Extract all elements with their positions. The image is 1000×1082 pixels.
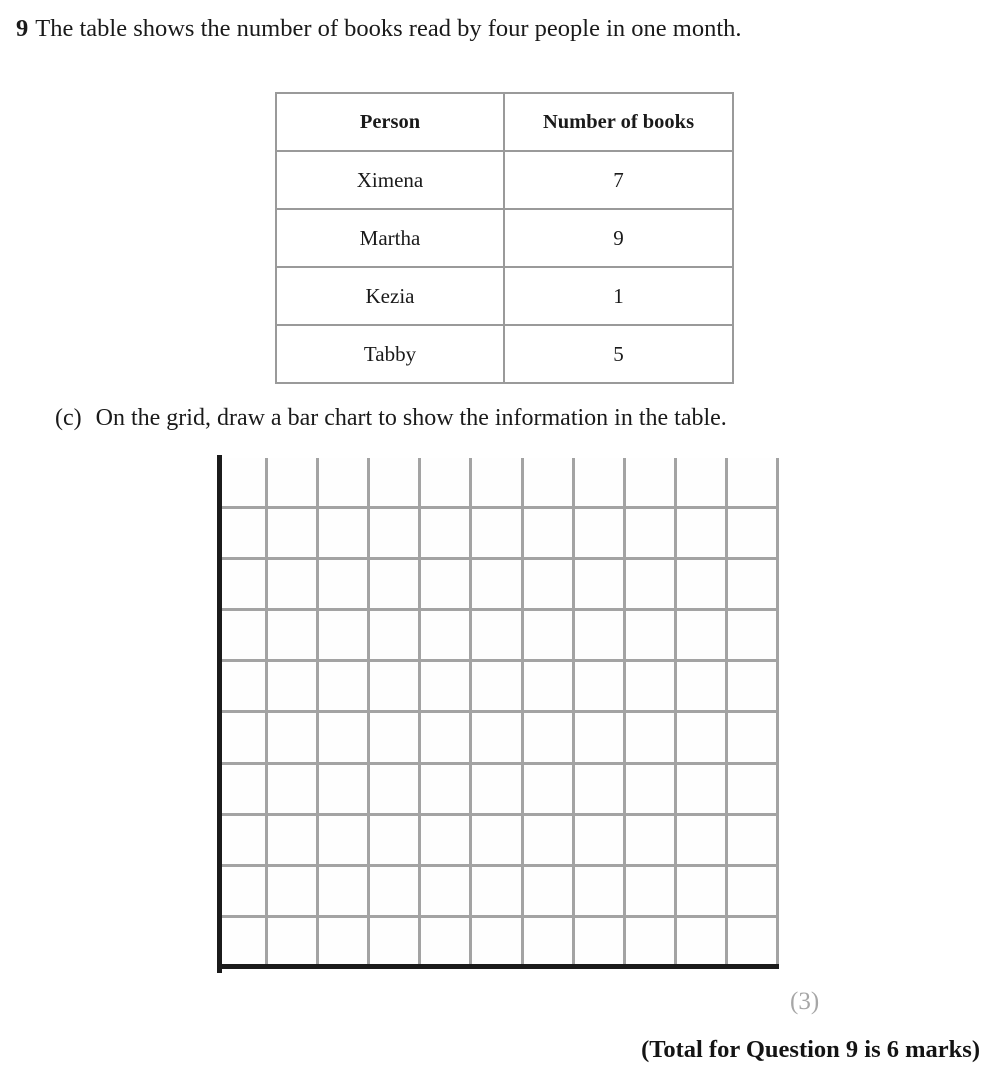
grid-cell (524, 458, 575, 509)
grid-cell (472, 611, 523, 662)
grid-cell (472, 918, 523, 969)
grid-cell (524, 816, 575, 867)
grid-cell (575, 611, 626, 662)
grid-cell (677, 816, 728, 867)
grid-cell (575, 867, 626, 918)
grid-cell (728, 918, 779, 969)
grid-cell (421, 611, 472, 662)
grid-cell (370, 662, 421, 713)
table-row (276, 325, 733, 383)
grid-cell (370, 765, 421, 816)
grid-cell (472, 867, 523, 918)
grid-cell (728, 867, 779, 918)
table-row (276, 267, 733, 325)
grid-cell (319, 713, 370, 764)
grid-cell (524, 560, 575, 611)
grid-cell (421, 713, 472, 764)
grid-cell (626, 458, 677, 509)
grid-cell (370, 867, 421, 918)
grid-cell (217, 611, 268, 662)
grid-cell (728, 713, 779, 764)
grid-cell (370, 611, 421, 662)
grid-cell (319, 662, 370, 713)
grid-cell (217, 918, 268, 969)
grid-cell (268, 560, 319, 611)
grid-cell (319, 816, 370, 867)
grid-cell (575, 713, 626, 764)
grid-cell (626, 765, 677, 816)
books-data-table (275, 92, 734, 384)
grid-cell (472, 458, 523, 509)
grid-cell (319, 918, 370, 969)
grid-cell (217, 713, 268, 764)
grid-cell (626, 816, 677, 867)
grid-cell (575, 560, 626, 611)
grid-cell (626, 509, 677, 560)
grid-cell (626, 560, 677, 611)
grid-cell (319, 611, 370, 662)
grid-cell (575, 918, 626, 969)
table-row (276, 151, 733, 209)
grid-cell (370, 509, 421, 560)
grid-cells (217, 458, 779, 969)
grid-cell (421, 662, 472, 713)
cell-person-name: Ximena (276, 151, 504, 209)
question-stem-text: The table shows the number of books read by four people in one month. (35, 15, 742, 42)
grid-cell (370, 816, 421, 867)
grid-cell (472, 662, 523, 713)
bar-chart-answer-grid[interactable] (217, 458, 779, 969)
grid-cell (217, 867, 268, 918)
grid-cell (319, 509, 370, 560)
grid-cell (626, 867, 677, 918)
grid-cell (524, 918, 575, 969)
grid-cell (728, 662, 779, 713)
part-c-instruction-line (55, 403, 995, 433)
grid-cell (524, 867, 575, 918)
grid-cell (268, 509, 319, 560)
grid-cell (728, 816, 779, 867)
grid-cell (524, 765, 575, 816)
grid-cell (217, 765, 268, 816)
cell-book-count: 7 (504, 151, 733, 209)
grid-cell (677, 611, 728, 662)
grid-cell (319, 458, 370, 509)
cell-book-count: 5 (504, 325, 733, 383)
grid-cell (370, 458, 421, 509)
grid-cell (626, 713, 677, 764)
grid-cell (217, 458, 268, 509)
grid-cell (268, 867, 319, 918)
cell-person-name: Martha (276, 209, 504, 267)
grid-cell (217, 662, 268, 713)
grid-cell (575, 509, 626, 560)
grid-cell (575, 765, 626, 816)
grid-cell (370, 560, 421, 611)
grid-cell (728, 458, 779, 509)
grid-cell (421, 509, 472, 560)
grid-cell (524, 611, 575, 662)
grid-cell (728, 765, 779, 816)
part-marks-indicator: (3) (790, 988, 820, 1015)
grid-cell (677, 560, 728, 611)
grid-cell (677, 662, 728, 713)
grid-cell (268, 458, 319, 509)
grid-cell (524, 509, 575, 560)
table-header-row (276, 93, 733, 151)
grid-cell (268, 918, 319, 969)
grid-cell (472, 765, 523, 816)
grid-cell (217, 509, 268, 560)
grid-cell (677, 509, 728, 560)
cell-book-count: 9 (504, 209, 733, 267)
grid-horizontal-axis (217, 964, 779, 969)
grid-cell (268, 611, 319, 662)
grid-vertical-axis (217, 455, 222, 973)
grid-cell (626, 611, 677, 662)
grid-cell (677, 867, 728, 918)
grid-cell (370, 918, 421, 969)
grid-cell (677, 765, 728, 816)
grid-cell (217, 560, 268, 611)
cell-person-name: Kezia (276, 267, 504, 325)
grid-cell (217, 816, 268, 867)
grid-cell (421, 918, 472, 969)
grid-cell (421, 816, 472, 867)
table-row (276, 209, 733, 267)
grid-cell (575, 816, 626, 867)
grid-cell (268, 713, 319, 764)
grid-cell (575, 662, 626, 713)
grid-cell (677, 458, 728, 509)
total-marks-line: (Total for Question 9 is 6 marks) (641, 1036, 980, 1063)
grid-cell (421, 765, 472, 816)
grid-cell (626, 662, 677, 713)
grid-cell (421, 867, 472, 918)
part-instruction-text: On the grid, draw a bar chart to show the information in the table. (95, 405, 727, 431)
grid-cell (268, 816, 319, 867)
grid-cell (728, 611, 779, 662)
part-label: (c) (55, 405, 82, 431)
grid-cell (472, 560, 523, 611)
table-header-number-of-books: Number of books (504, 93, 733, 151)
grid-cell (319, 560, 370, 611)
grid-cell (575, 458, 626, 509)
grid-cell (472, 816, 523, 867)
grid-cell (677, 713, 728, 764)
question-number: 9 (16, 15, 29, 42)
grid-cell (472, 509, 523, 560)
grid-cell (677, 918, 728, 969)
grid-cell (319, 765, 370, 816)
grid-cell (370, 713, 421, 764)
grid-cell (728, 560, 779, 611)
answer-grid-container (217, 458, 779, 969)
grid-cell (472, 713, 523, 764)
question-stem-line (16, 14, 986, 44)
grid-cell (421, 560, 472, 611)
grid-cell (421, 458, 472, 509)
grid-cell (268, 765, 319, 816)
grid-cell (524, 662, 575, 713)
grid-cell (728, 509, 779, 560)
grid-cell (268, 662, 319, 713)
cell-book-count: 1 (504, 267, 733, 325)
cell-person-name: Tabby (276, 325, 504, 383)
grid-cell (626, 918, 677, 969)
grid-cell (524, 713, 575, 764)
grid-cell (319, 867, 370, 918)
table-header-person: Person (276, 93, 504, 151)
